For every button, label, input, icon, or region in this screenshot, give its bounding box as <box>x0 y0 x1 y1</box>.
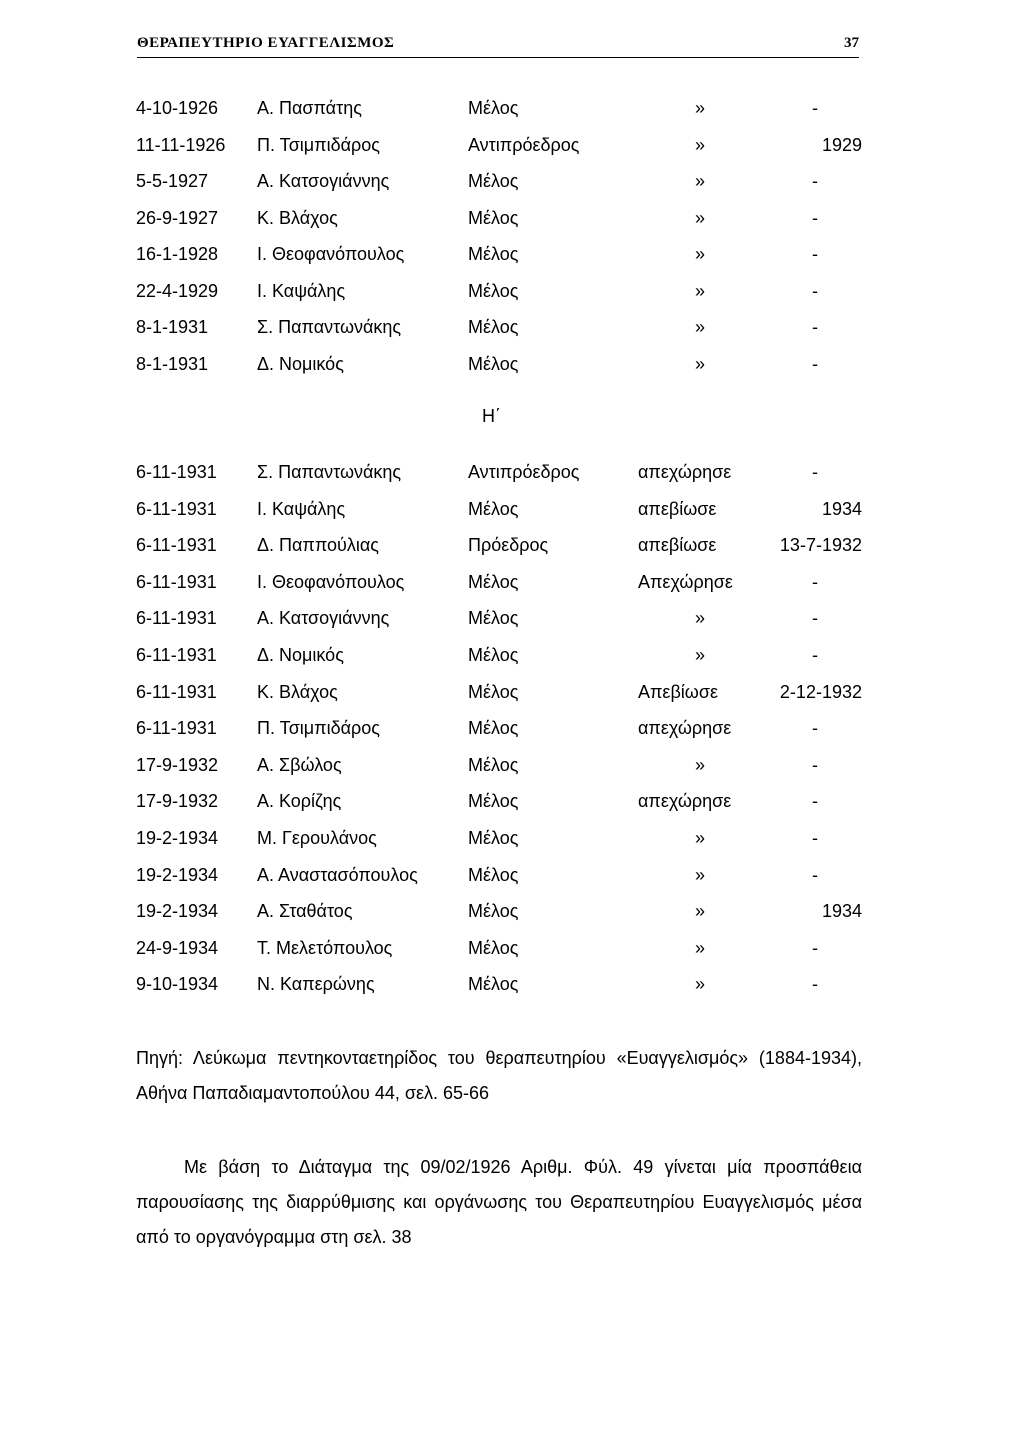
role-cell: Μέλος <box>468 791 519 812</box>
date-cell: 11-11-1926 <box>136 134 226 155</box>
name-cell: Π. Τσιμπιδάρος <box>257 718 380 739</box>
name-cell: Δ. Παππούλιας <box>257 535 379 556</box>
name-cell: Ι. Καψάλης <box>257 280 346 301</box>
name-cell: Ι. Θεοφανόπουλος <box>257 244 405 264</box>
end-cell: - <box>812 937 818 958</box>
name-cell: Α. Κορίζης <box>257 791 342 812</box>
role-cell: Μέλος <box>468 828 519 848</box>
name-cell: Α. Κατσογιάννης <box>257 171 390 191</box>
date-cell: 8-1-1931 <box>136 317 209 337</box>
status-cell: απεβίωσε <box>638 498 717 519</box>
table-row <box>0 241 1024 267</box>
page-number: 37 <box>844 35 859 51</box>
date-cell: 19-2-1934 <box>136 864 219 885</box>
table-row <box>0 132 1024 158</box>
status-cell: » <box>694 608 706 629</box>
table-row <box>0 351 1024 377</box>
end-cell: - <box>812 571 818 592</box>
name-cell: Δ. Νομικός <box>257 353 344 374</box>
page-header <box>137 33 859 58</box>
name-cell: Π. Τσιμπιδάρος <box>257 134 380 155</box>
role-cell: Μέλος <box>468 937 519 958</box>
role-cell: Μέλος <box>468 498 519 519</box>
name-cell: Α. Κατσογιάννης <box>257 608 390 629</box>
table-row <box>0 95 1024 121</box>
end-cell: - <box>812 974 818 995</box>
date-cell: 5-5-1927 <box>136 171 209 191</box>
date-cell: 6-11-1931 <box>136 571 217 592</box>
table-row <box>0 862 1024 888</box>
status-cell: » <box>694 754 706 775</box>
date-cell: 19-2-1934 <box>136 828 219 848</box>
end-cell: - <box>812 754 818 775</box>
role-cell: Μέλος <box>468 98 519 118</box>
note-paragraph: Με βάση το Διάταγμα της 09/02/1926 Αριθμ. Φύλ. 49 γίνεται μία προσπάθεια παρουσίασης της διαρρύθμισης και οργάνωσης του Θεραπευτηρίου Ευαγγελισμός μέσα από το οργανόγραμμα στη σελ. 38 <box>136 1157 862 1247</box>
end-cell: - <box>812 353 818 374</box>
end-cell: 1934 <box>821 901 862 922</box>
date-cell: 9-10-1934 <box>136 974 219 995</box>
status-cell: » <box>694 937 706 958</box>
name-cell: Α. Σβώλος <box>257 754 342 775</box>
table-row <box>0 752 1024 778</box>
table-row <box>0 971 1024 997</box>
end-cell: - <box>812 791 818 812</box>
end-cell: - <box>812 207 818 228</box>
end-cell: - <box>812 98 818 118</box>
role-cell: Μέλος <box>468 171 519 191</box>
role-cell: Μέλος <box>468 681 519 702</box>
name-cell: Μ. Γερουλάνος <box>257 828 377 848</box>
end-cell: - <box>812 317 818 337</box>
role-cell: Μέλος <box>468 974 519 995</box>
name-cell: Σ. Παπαντωνάκης <box>257 462 402 482</box>
date-cell: 6-11-1931 <box>136 462 217 482</box>
status-cell: Απεβίωσε <box>638 681 718 702</box>
status-cell: » <box>694 280 706 301</box>
status-cell: » <box>694 353 706 374</box>
status-cell: » <box>694 645 706 665</box>
table-row <box>0 825 1024 851</box>
status-cell: » <box>694 828 706 848</box>
date-cell: 6-11-1931 <box>136 535 217 556</box>
date-cell: 6-11-1931 <box>136 645 217 665</box>
date-cell: 6-11-1931 <box>136 681 217 702</box>
role-cell: Μέλος <box>468 718 519 739</box>
date-cell: 6-11-1931 <box>136 608 217 629</box>
status-cell: απεχώρησε <box>638 791 732 812</box>
date-cell: 24-9-1934 <box>136 937 219 958</box>
role-cell: Μέλος <box>468 207 519 228</box>
name-cell: Α. Αναστασόπουλος <box>257 864 418 885</box>
table-row <box>0 278 1024 304</box>
end-cell: - <box>812 828 818 848</box>
role-cell: Μέλος <box>468 353 519 374</box>
status-cell: απεβίωσε <box>638 535 717 556</box>
table-row <box>0 205 1024 231</box>
role-cell: Μέλος <box>468 571 519 592</box>
role-cell: Πρόεδρος <box>468 535 549 556</box>
role-cell: Μέλος <box>468 280 519 301</box>
name-cell: Ι. Θεοφανόπουλος <box>257 571 405 592</box>
status-cell: » <box>694 207 706 228</box>
end-cell: - <box>812 608 818 629</box>
date-cell: 16-1-1928 <box>136 244 219 264</box>
role-cell: Μέλος <box>468 901 519 922</box>
end-cell: - <box>812 171 818 191</box>
table-row <box>0 532 1024 558</box>
end-cell: - <box>812 462 818 482</box>
date-cell: 17-9-1932 <box>136 791 219 812</box>
end-cell: 2-12-1932 <box>779 681 862 702</box>
table-row <box>0 314 1024 340</box>
table-row <box>0 679 1024 705</box>
role-cell: Μέλος <box>468 754 519 775</box>
date-cell: 19-2-1934 <box>136 901 219 922</box>
table-row <box>0 715 1024 741</box>
name-cell: Κ. Βλάχος <box>257 681 338 702</box>
name-cell: Σ. Παπαντωνάκης <box>257 317 402 337</box>
name-cell: Κ. Βλάχος <box>257 207 338 228</box>
status-cell: » <box>694 98 706 118</box>
table-row <box>0 459 1024 485</box>
table-row <box>0 788 1024 814</box>
status-cell: απεχώρησε <box>638 718 732 739</box>
role-cell: Μέλος <box>468 864 519 885</box>
name-cell: Ι. Καψάλης <box>257 498 346 519</box>
role-cell: Μέλος <box>468 645 519 665</box>
end-cell: - <box>812 280 818 301</box>
table-row <box>0 898 1024 924</box>
end-cell: - <box>812 244 818 264</box>
status-cell: » <box>694 974 706 995</box>
status-cell: » <box>694 244 706 264</box>
status-cell: » <box>694 134 706 155</box>
date-cell: 4-10-1926 <box>136 98 219 118</box>
role-cell: Μέλος <box>468 244 519 264</box>
role-cell: Αντιπρόεδρος <box>468 134 580 155</box>
status-cell: Απεχώρησε <box>638 571 733 592</box>
end-cell: 13-7-1932 <box>779 535 862 556</box>
end-cell: - <box>812 718 818 739</box>
name-cell: Α. Πασπάτης <box>257 98 362 118</box>
table-row <box>0 496 1024 522</box>
role-cell: Μέλος <box>468 317 519 337</box>
section-label: Η΄ <box>482 406 501 426</box>
running-title: ΘΕΡΑΠΕΥΤΗΡΙΟ ΕΥΑΓΓΕΛΙΣΜΟΣ <box>137 35 395 51</box>
table-row <box>0 569 1024 595</box>
status-cell: » <box>694 171 706 191</box>
table-row <box>0 935 1024 961</box>
date-cell: 26-9-1927 <box>136 207 219 228</box>
date-cell: 8-1-1931 <box>136 353 209 374</box>
date-cell: 17-9-1932 <box>136 754 219 775</box>
end-cell: 1929 <box>821 134 862 155</box>
role-cell: Μέλος <box>468 608 519 629</box>
role-cell: Αντιπρόεδρος <box>468 462 580 482</box>
status-cell: απεχώρησε <box>638 462 732 482</box>
end-cell: - <box>812 645 818 665</box>
table-row <box>0 168 1024 194</box>
name-cell: Ν. Καπερώνης <box>257 974 375 995</box>
end-cell: 1934 <box>821 498 862 519</box>
status-cell: » <box>694 864 706 885</box>
status-cell: » <box>694 317 706 337</box>
date-cell: 22-4-1929 <box>136 280 219 301</box>
source-note: Πηγή: Λεύκωμα πεντηκονταετηρίδος του θεραπευτηρίου «Ευαγγελισμός» (1884-1934), Αθήνα Παπαδιαμαντοπούλου 44, σελ. 65-66 <box>136 1048 862 1103</box>
date-cell: 6-11-1931 <box>136 718 217 739</box>
name-cell: Δ. Νομικός <box>257 645 344 665</box>
end-cell: - <box>812 864 818 885</box>
table-row <box>0 642 1024 668</box>
date-cell: 6-11-1931 <box>136 498 217 519</box>
name-cell: Τ. Μελετόπουλος <box>257 937 393 958</box>
table-row <box>0 605 1024 631</box>
name-cell: Α. Σταθάτος <box>257 901 353 922</box>
status-cell: » <box>694 901 706 922</box>
